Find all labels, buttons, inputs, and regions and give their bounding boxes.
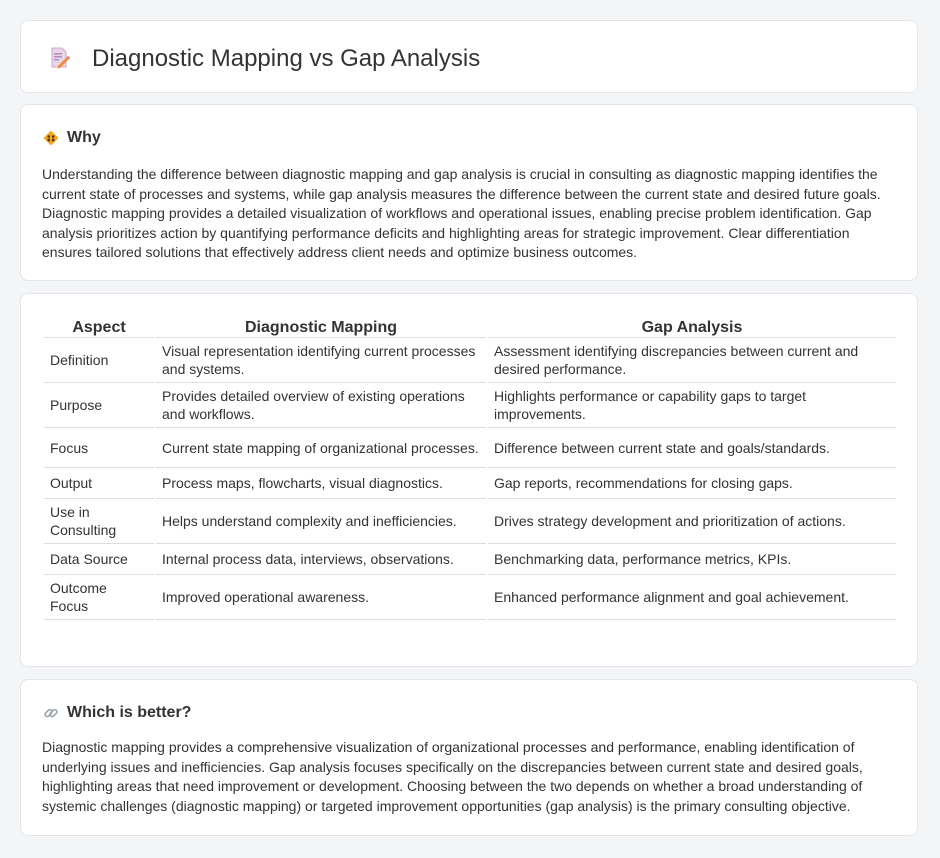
table-row <box>44 338 896 383</box>
row-gap-analysis: Difference between current state and goals/standards. <box>488 428 896 468</box>
why-heading: Why <box>67 129 101 146</box>
which-is-better-section <box>20 679 918 836</box>
row-aspect: Output <box>44 468 154 499</box>
table-row <box>44 544 896 575</box>
row-diagnostic-mapping: Current state mapping of organizational processes. <box>156 428 486 468</box>
column-header-diagnostic-mapping: Diagnostic Mapping <box>156 314 486 338</box>
table-row <box>44 499 896 544</box>
better-heading: Which is better? <box>67 704 192 721</box>
comparison-table-card <box>20 293 918 667</box>
row-aspect: Definition <box>44 338 154 383</box>
header-card <box>20 20 918 93</box>
row-aspect: Use in Consulting <box>44 499 154 544</box>
row-aspect: Outcome Focus <box>44 575 154 620</box>
row-aspect: Purpose <box>44 383 154 428</box>
row-diagnostic-mapping: Visual representation identifying current processes and systems. <box>156 338 486 383</box>
row-aspect: Data Source <box>44 544 154 575</box>
page-title: Diagnostic Mapping vs Gap Analysis <box>92 45 481 72</box>
row-diagnostic-mapping: Provides detailed overview of existing operations and workflows. <box>156 383 486 428</box>
row-diagnostic-mapping: Internal process data, interviews, observations. <box>156 544 486 575</box>
diamond-people-icon <box>43 130 59 146</box>
table-header-row <box>44 314 896 338</box>
row-gap-analysis: Gap reports, recommendations for closing gaps. <box>488 468 896 499</box>
row-gap-analysis: Enhanced performance alignment and goal achievement. <box>488 575 896 620</box>
table-row <box>44 468 896 499</box>
table-row <box>44 383 896 428</box>
better-text: Diagnostic mapping provides a comprehensive visualization of organizational processes and performance, enabling identification of underlying issues and inefficiencies. Gap analysis focuses specifically on the discrepancies between current state and desired goals, highlighting areas that need improvement or development. Choosing between the two depends on whether a broad understanding of systemic challenges (diagnostic mapping) or targeted improvement opportunities (gap analysis) is the primary consulting objective. <box>42 739 863 814</box>
table-row <box>44 575 896 620</box>
row-gap-analysis: Benchmarking data, performance metrics, KPIs. <box>488 544 896 575</box>
row-gap-analysis: Highlights performance or capability gaps to target improvements. <box>488 383 896 428</box>
why-section <box>20 104 918 281</box>
why-heading-row <box>43 127 101 149</box>
better-heading-row <box>43 702 191 724</box>
row-aspect: Focus <box>44 428 154 468</box>
row-diagnostic-mapping: Improved operational awareness. <box>156 575 486 620</box>
row-gap-analysis: Assessment identifying discrepancies between current and desired performance. <box>488 338 896 383</box>
row-gap-analysis: Drives strategy development and prioritization of actions. <box>488 499 896 544</box>
row-diagnostic-mapping: Helps understand complexity and inefficiencies. <box>156 499 486 544</box>
table-row <box>44 428 896 468</box>
link-icon <box>43 705 59 721</box>
row-diagnostic-mapping: Process maps, flowcharts, visual diagnostics. <box>156 468 486 499</box>
why-text: Understanding the difference between diagnostic mapping and gap analysis is crucial in consulting as diagnostic mapping identifies the current state of processes and systems, while gap analysis measures the difference between the current state and desired future goals. Diagnostic mapping provides a detailed visualization of workflows and operational issues, enabling precise problem identification. Gap analysis prioritizes action by quantifying performance deficits and highlighting areas for strategic improvement. Clear differentiation ensures tailored solutions that effectively address client needs and optimize business outcomes. <box>42 166 881 261</box>
document-edit-icon <box>47 46 71 70</box>
column-header-gap-analysis: Gap Analysis <box>488 314 896 338</box>
comparison-table <box>42 314 898 620</box>
column-header-aspect: Aspect <box>44 314 154 338</box>
